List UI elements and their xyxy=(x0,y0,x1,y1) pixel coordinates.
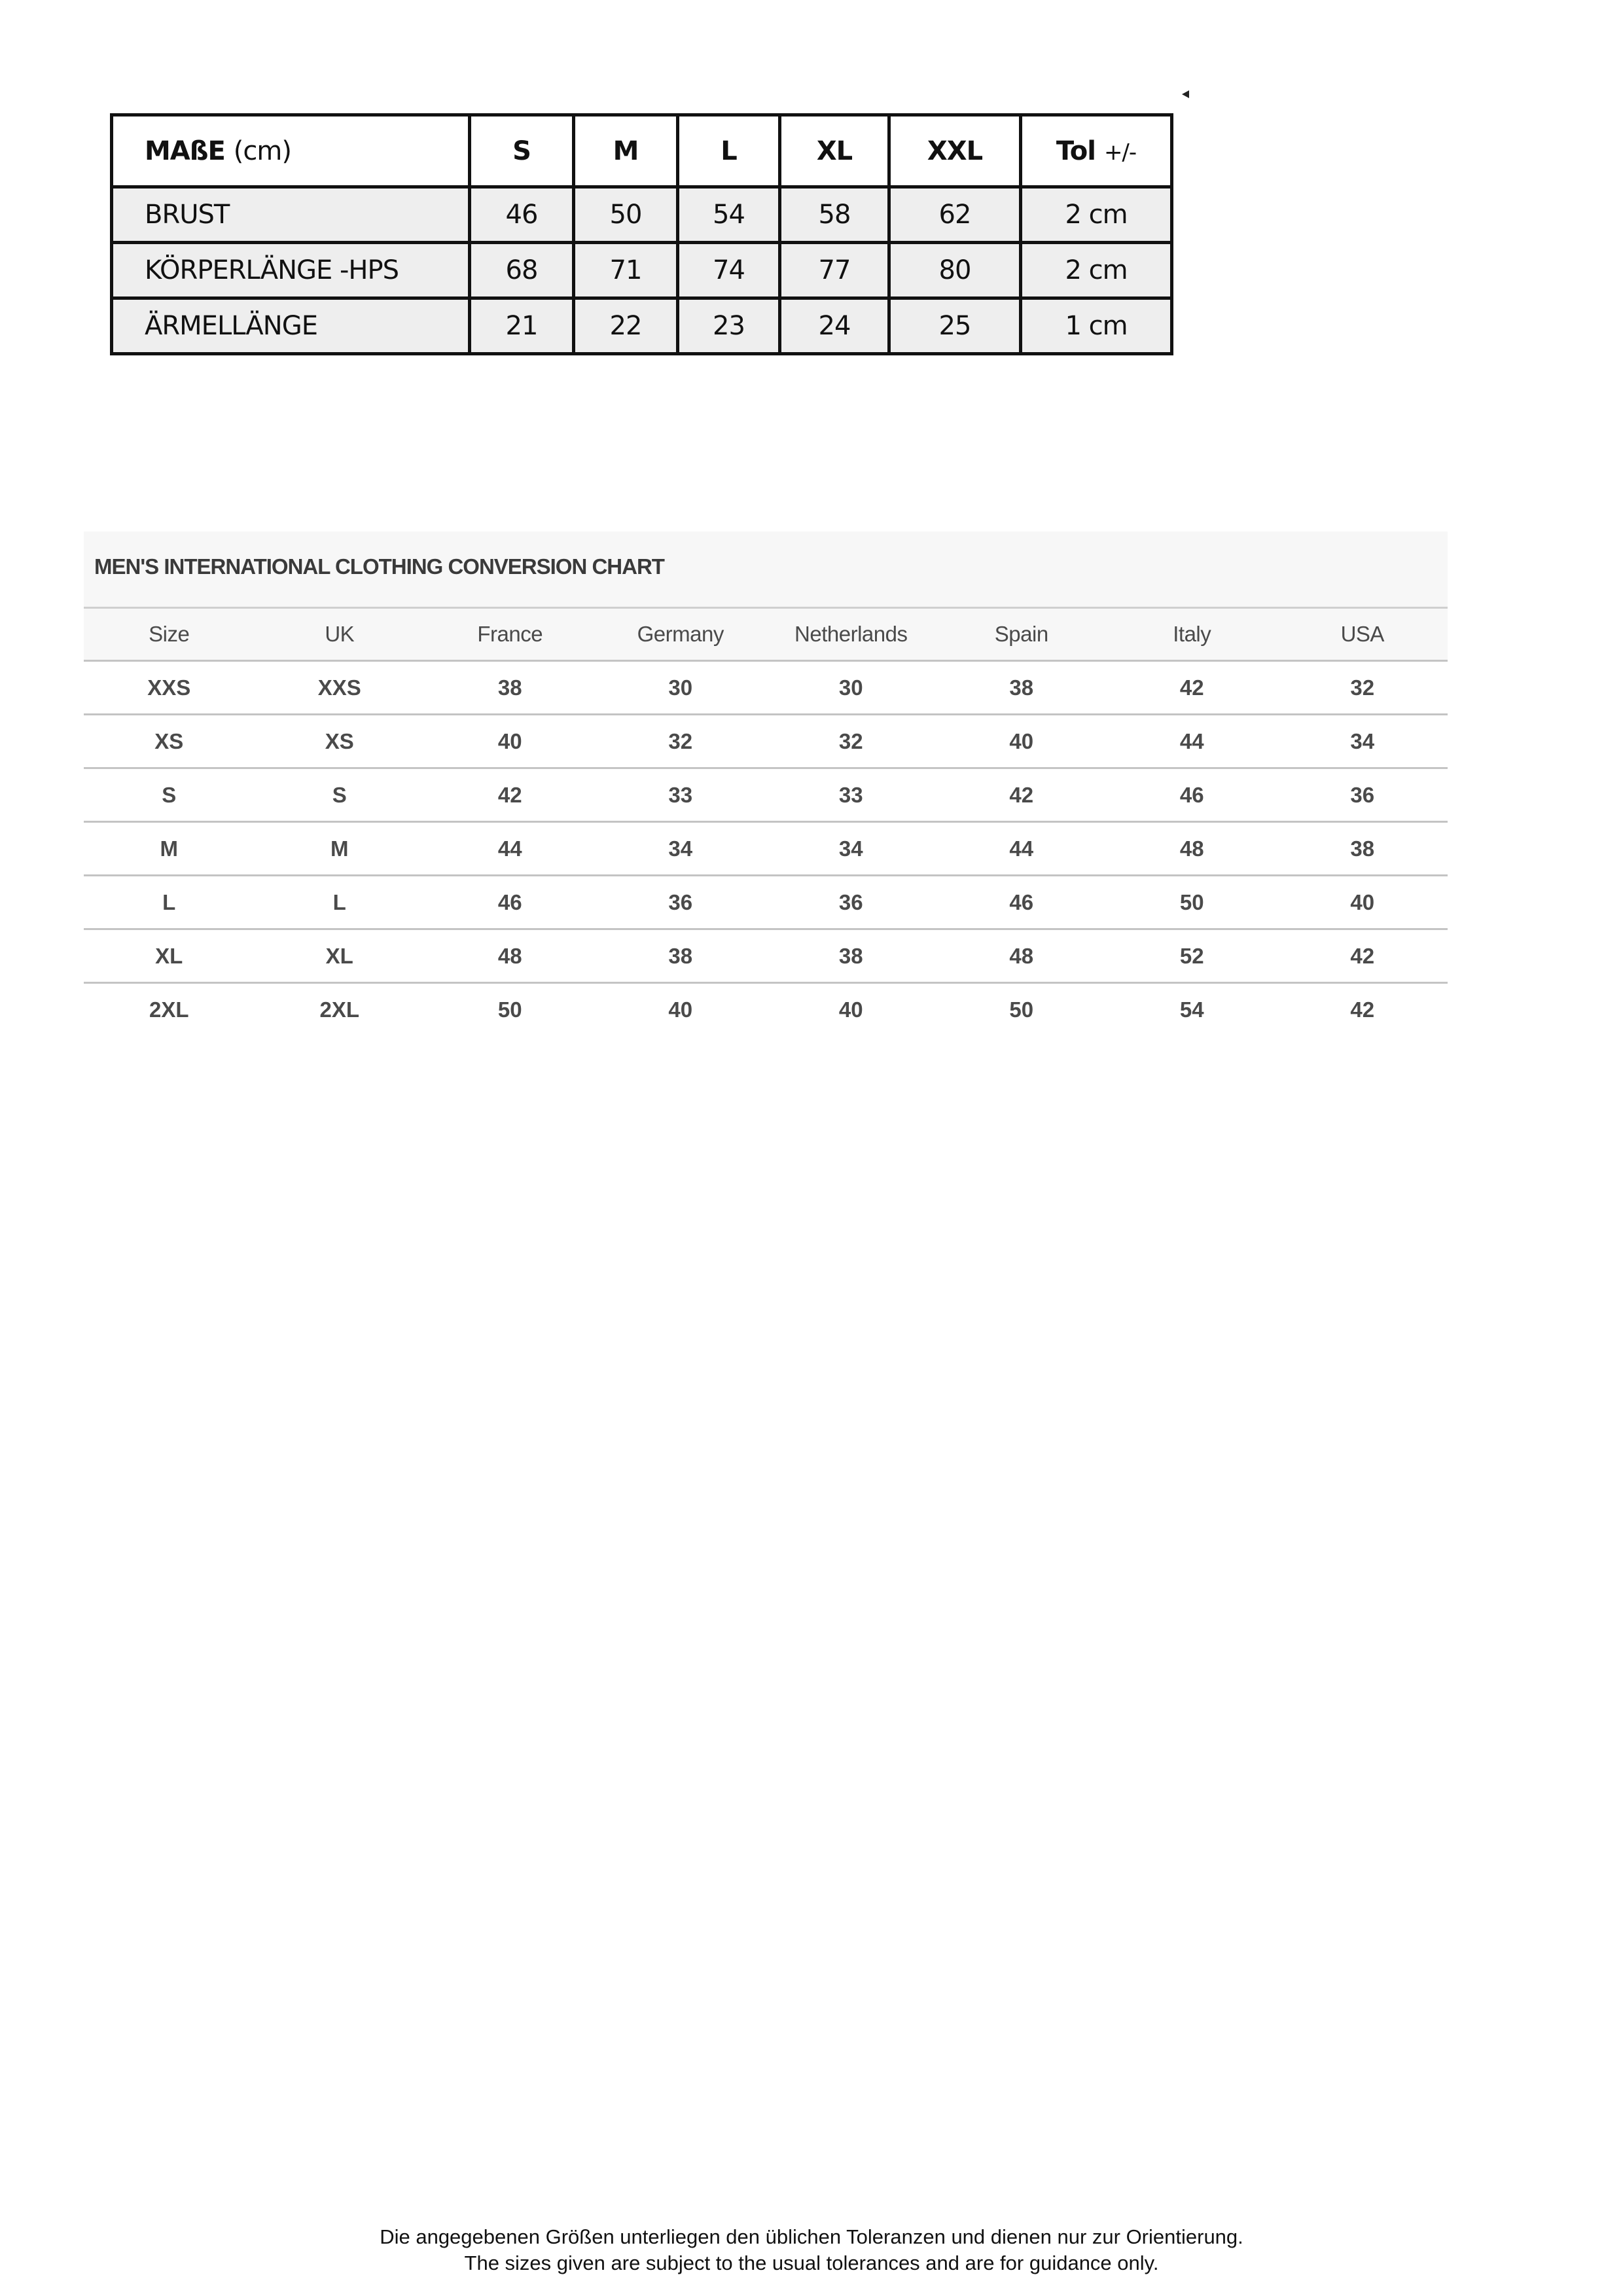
table-cell: 33 xyxy=(596,768,766,822)
table-cell: 80 xyxy=(889,243,1021,298)
table-cell: 52 xyxy=(1107,929,1277,983)
table-cell: 38 xyxy=(596,929,766,983)
table-cell: 34 xyxy=(1277,715,1448,768)
table-cell: 32 xyxy=(596,715,766,768)
row-label: ÄRMELLÄNGE xyxy=(112,298,470,354)
table-cell: 42 xyxy=(936,768,1107,822)
table-cell: 36 xyxy=(766,876,936,929)
table-row xyxy=(84,929,1448,983)
table-cell: 50 xyxy=(1107,876,1277,929)
size-table-header-row xyxy=(112,115,1172,187)
table-cell: 33 xyxy=(766,768,936,822)
table-cell: L xyxy=(84,876,255,929)
table-cell: 2XL xyxy=(255,983,425,1036)
table-cell: 54 xyxy=(678,187,780,243)
column-header-uk: UK xyxy=(255,609,425,661)
table-row xyxy=(84,768,1448,822)
table-cell: 40 xyxy=(425,715,596,768)
table-cell: 50 xyxy=(936,983,1107,1036)
size-measurement-table xyxy=(110,113,1173,355)
table-cell: 32 xyxy=(766,715,936,768)
table-cell: 40 xyxy=(596,983,766,1036)
table-cell: 34 xyxy=(596,822,766,876)
table-cell: 36 xyxy=(596,876,766,929)
tolerance-header-sign: +/- xyxy=(1103,139,1137,166)
tolerance-cell: 2 cm xyxy=(1021,187,1172,243)
table-cell: 42 xyxy=(1277,929,1448,983)
conversion-table xyxy=(84,609,1448,1035)
table-cell: 38 xyxy=(1277,822,1448,876)
size-table-row-aermellaenge xyxy=(112,298,1172,354)
tolerance-header xyxy=(1021,115,1172,187)
table-cell: 46 xyxy=(425,876,596,929)
table-cell: 58 xyxy=(780,187,889,243)
table-cell: 46 xyxy=(470,187,574,243)
table-cell: XL xyxy=(84,929,255,983)
size-header-m: M xyxy=(574,115,678,187)
footer-note-english: The sizes given are subject to the usual tolerances and are for guidance only. xyxy=(464,2251,1159,2274)
table-cell: 22 xyxy=(574,298,678,354)
column-header-size: Size xyxy=(84,609,255,661)
table-cell: 42 xyxy=(1277,983,1448,1036)
table-cell: 30 xyxy=(766,661,936,715)
corner-marker-icon xyxy=(1182,90,1189,98)
table-cell: 48 xyxy=(1107,822,1277,876)
table-cell: 42 xyxy=(1107,661,1277,715)
table-cell: S xyxy=(255,768,425,822)
table-cell: M xyxy=(255,822,425,876)
table-row xyxy=(84,661,1448,715)
table-cell: XXS xyxy=(255,661,425,715)
table-cell: 38 xyxy=(425,661,596,715)
column-header-germany: Germany xyxy=(596,609,766,661)
conversion-header-row xyxy=(84,609,1448,661)
table-row xyxy=(84,983,1448,1036)
size-table-row-koerperlaenge xyxy=(112,243,1172,298)
tolerance-cell: 1 cm xyxy=(1021,298,1172,354)
table-cell: 40 xyxy=(936,715,1107,768)
table-cell: 68 xyxy=(470,243,574,298)
table-row xyxy=(84,876,1448,929)
size-header-s: S xyxy=(470,115,574,187)
table-cell: 48 xyxy=(425,929,596,983)
conversion-chart xyxy=(84,531,1448,1035)
table-cell: 54 xyxy=(1107,983,1277,1036)
table-cell: 77 xyxy=(780,243,889,298)
size-header-xxl: XXL xyxy=(889,115,1021,187)
column-header-usa: USA xyxy=(1277,609,1448,661)
table-cell: L xyxy=(255,876,425,929)
table-cell: 62 xyxy=(889,187,1021,243)
row-label: BRUST xyxy=(112,187,470,243)
table-row xyxy=(84,822,1448,876)
table-cell: 30 xyxy=(596,661,766,715)
table-cell: XXS xyxy=(84,661,255,715)
size-table-row-brust xyxy=(112,187,1172,243)
table-cell: 40 xyxy=(1277,876,1448,929)
table-cell: 42 xyxy=(425,768,596,822)
table-cell: 38 xyxy=(936,661,1107,715)
table-cell: 2XL xyxy=(84,983,255,1036)
table-cell: 23 xyxy=(678,298,780,354)
table-cell: XS xyxy=(255,715,425,768)
column-header-italy: Italy xyxy=(1107,609,1277,661)
table-cell: 32 xyxy=(1277,661,1448,715)
table-cell: 21 xyxy=(470,298,574,354)
row-label: KÖRPERLÄNGE -HPS xyxy=(112,243,470,298)
table-cell: XS xyxy=(84,715,255,768)
measure-header-unit: (cm) xyxy=(233,135,291,166)
table-cell: M xyxy=(84,822,255,876)
table-cell: 74 xyxy=(678,243,780,298)
tolerance-header-bold: Tol xyxy=(1056,135,1096,166)
footer-note-german: Die angegebenen Größen unterliegen den üblichen Toleranzen und dienen nur zur Orientierung. xyxy=(380,2225,1243,2248)
table-cell: 44 xyxy=(1107,715,1277,768)
table-cell: 44 xyxy=(936,822,1107,876)
column-header-netherlands: Netherlands xyxy=(766,609,936,661)
table-cell: 38 xyxy=(766,929,936,983)
column-header-france: France xyxy=(425,609,596,661)
size-header-l: L xyxy=(678,115,780,187)
size-header-xl: XL xyxy=(780,115,889,187)
table-cell: 40 xyxy=(766,983,936,1036)
table-cell: 46 xyxy=(1107,768,1277,822)
table-cell: 44 xyxy=(425,822,596,876)
table-cell: 36 xyxy=(1277,768,1448,822)
table-cell: 24 xyxy=(780,298,889,354)
measure-header-bold: MAßE xyxy=(145,135,225,166)
footer-note xyxy=(0,2224,1623,2276)
column-header-spain: Spain xyxy=(936,609,1107,661)
table-cell: 50 xyxy=(574,187,678,243)
table-cell: 34 xyxy=(766,822,936,876)
table-row xyxy=(84,715,1448,768)
conversion-chart-title: MEN'S INTERNATIONAL CLOTHING CONVERSION CHART xyxy=(84,531,1448,609)
table-cell: 46 xyxy=(936,876,1107,929)
table-cell: 48 xyxy=(936,929,1107,983)
measure-header xyxy=(112,115,470,187)
table-cell: S xyxy=(84,768,255,822)
table-cell: 50 xyxy=(425,983,596,1036)
table-cell: 71 xyxy=(574,243,678,298)
tolerance-cell: 2 cm xyxy=(1021,243,1172,298)
table-cell: XL xyxy=(255,929,425,983)
table-cell: 25 xyxy=(889,298,1021,354)
